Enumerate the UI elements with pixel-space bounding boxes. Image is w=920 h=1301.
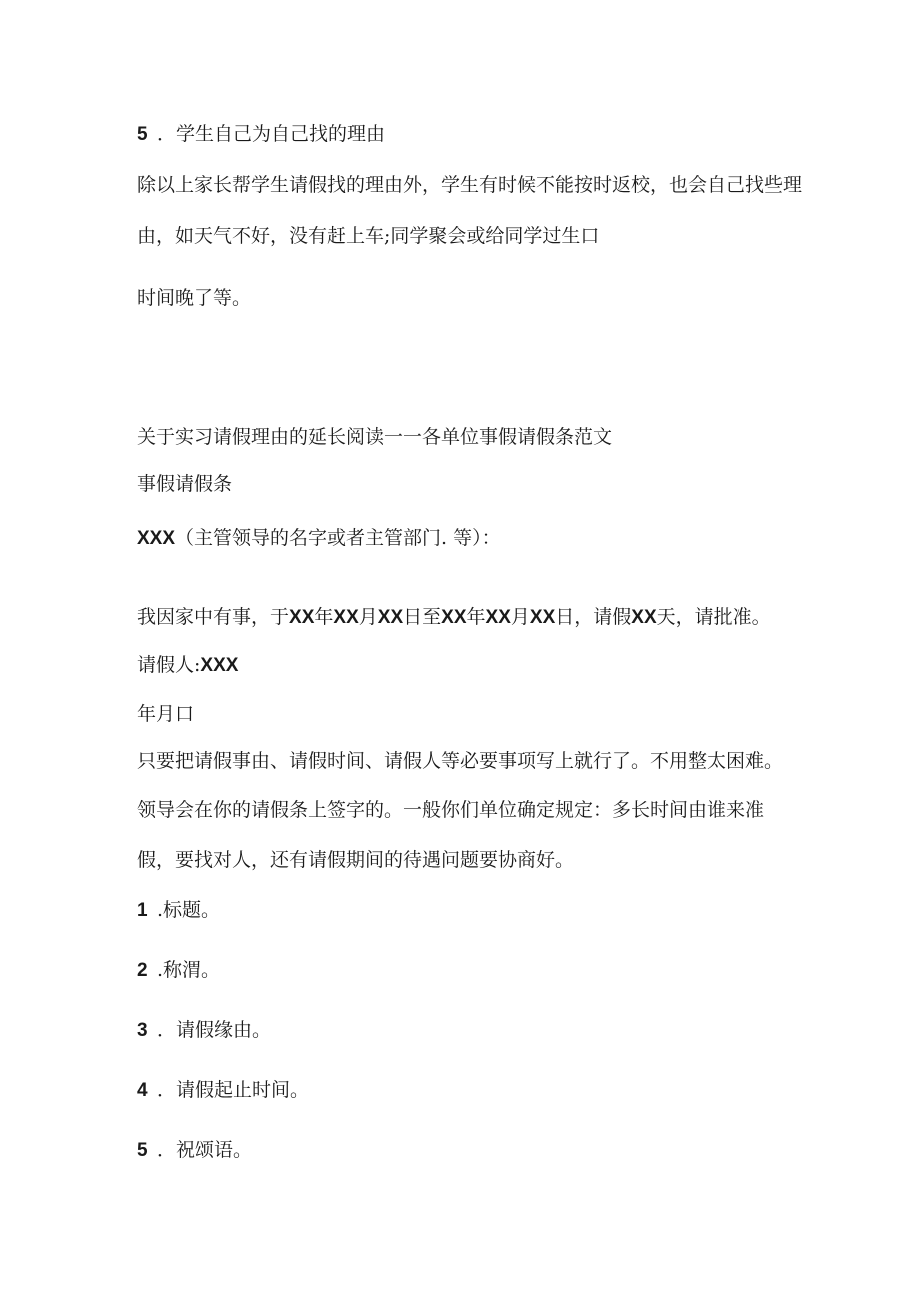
leave-body — [137, 605, 771, 630]
list-text: .称渭。 — [157, 959, 221, 981]
section-title: ．学生自己为自己找的理由 — [157, 123, 386, 145]
salutation — [137, 526, 501, 551]
list-text: ．祝颂语。 — [157, 1139, 253, 1161]
placeholder-year: XX — [441, 607, 467, 628]
body-text: 日至 — [403, 606, 442, 628]
body-text: 天，请批准。 — [656, 606, 771, 628]
section-number: 5 — [137, 124, 148, 145]
salutation-name: XXX — [137, 528, 176, 549]
list-item — [137, 1138, 252, 1163]
date-line: 年月口 — [137, 703, 195, 725]
list-number: 1 — [137, 900, 148, 921]
tip-line: 领导会在你的请假条上签字的。一般你们单位确定规定：多长时间由谁来准 — [137, 799, 765, 821]
list-text: ．请假起止时间。 — [157, 1079, 310, 1101]
signer — [137, 653, 238, 678]
note-title: 事假请假条 — [137, 473, 233, 495]
paragraph-line: 除以上家长帮学生请假找的理由外，学生有时候不能按时返校，也会自己找些理 — [137, 174, 803, 196]
placeholder-month: XX — [333, 607, 359, 628]
signer-label: 请假人: — [137, 654, 201, 676]
list-number: 5 — [137, 1140, 148, 1161]
list-text: .标题。 — [157, 899, 221, 921]
body-text: 年 — [466, 606, 486, 628]
body-text: 月 — [358, 606, 378, 628]
list-item — [137, 1078, 309, 1103]
section-heading — [137, 122, 385, 147]
list-item — [137, 898, 220, 923]
paragraph-line: 时间晚了等。 — [137, 287, 252, 309]
placeholder-day: XX — [377, 607, 404, 628]
placeholder-day: XX — [529, 607, 556, 628]
placeholder-days: XX — [631, 607, 657, 628]
placeholder-month: XX — [485, 607, 511, 628]
body-text: 日，请假 — [555, 606, 632, 628]
list-number: 3 — [137, 1020, 148, 1041]
list-text: ．请假缘由。 — [157, 1019, 272, 1041]
extended-heading: 关于实习请假理由的延长阅读一一各单位事假请假条范文 — [137, 426, 613, 448]
body-text: 月 — [510, 606, 530, 628]
body-text: 年 — [314, 606, 334, 628]
salutation-detail: （主管领导的名字或者主管部门. 等）： — [175, 527, 501, 549]
placeholder-year: XX — [289, 607, 315, 628]
list-number: 4 — [137, 1080, 148, 1101]
tip-line: 只要把请假事由、请假时间、请假人等必要事项写上就行了。不用整太困难。 — [137, 750, 784, 772]
list-item — [137, 1018, 271, 1043]
signer-name: XXX — [200, 655, 239, 676]
body-text: 我因家中有事，于 — [137, 606, 290, 628]
list-item — [137, 958, 220, 983]
list-number: 2 — [137, 960, 148, 981]
tip-line: 假，要找对人，还有请假期间的待遇问题要协商好。 — [137, 849, 575, 871]
paragraph-line: 由，如天气不好，没有赶上车;同学聚会或给同学过生口 — [137, 225, 600, 247]
